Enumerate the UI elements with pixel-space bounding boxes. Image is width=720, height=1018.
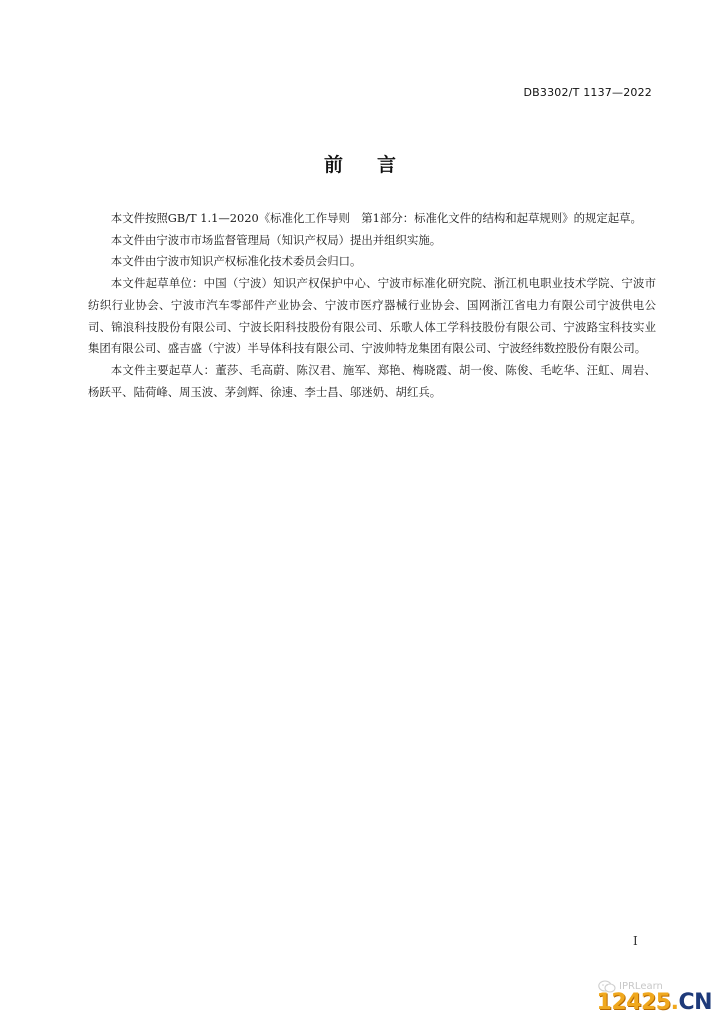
watermark-site-logo — [597, 990, 712, 1015]
document-code: DB3302/T 1137—2022 — [523, 86, 652, 99]
paragraph-drafters: 本文件主要起草人：董莎、毛高蔚、陈汉君、施军、郑艳、梅晓霞、胡一俊、陈俊、毛屹华、汪虹、周岩、杨跃平、陆荷峰、周玉波、茅剑辉、徐速、李士昌、邬迷奶、胡红兵。 — [88, 362, 656, 399]
watermark-site-dot: . — [670, 990, 679, 1015]
watermark-site-number: 12425 — [596, 990, 671, 1015]
paragraph-proposer: 本文件由宁波市市场监督管理局（知识产权局）提出并组织实施。 — [110, 232, 442, 247]
paragraph-committee: 本文件由宁波市知识产权标准化技术委员会归口。 — [110, 254, 362, 269]
paragraph-drafting-units: 本文件起草单位：中国（宁波）知识产权保护中心、宁波市标准化研究院、浙江机电职业技术学院、宁波市纺织行业协会、宁波市汽车零部件产业协会、宁波市医疗器械行业协会、国网浙江省电力有限公司宁波供电公司、锦浪科技股份有限公司、宁波长阳科技股份有限公司、乐歌人体工学科技股份有限公司、宁波路宝科技实业集团有限公司、盛吉盛（宁波）半导体科技有限公司、宁波帅特龙集团有限公司、宁波经纬数控股份有限公司。 — [88, 276, 656, 356]
watermark-source-label: IPRLearn — [619, 981, 663, 992]
paragraph-drafting-basis: 本文件按照GB/T 1.1—2020《标准化工作导则 第1部分：标准化文件的结构和起草规则》的规定起草。 — [110, 211, 642, 225]
watermark-site-tld: CN — [678, 990, 712, 1015]
page-title: 前言 — [323, 154, 430, 176]
document-body — [88, 208, 656, 403]
page-number: I — [633, 934, 638, 948]
